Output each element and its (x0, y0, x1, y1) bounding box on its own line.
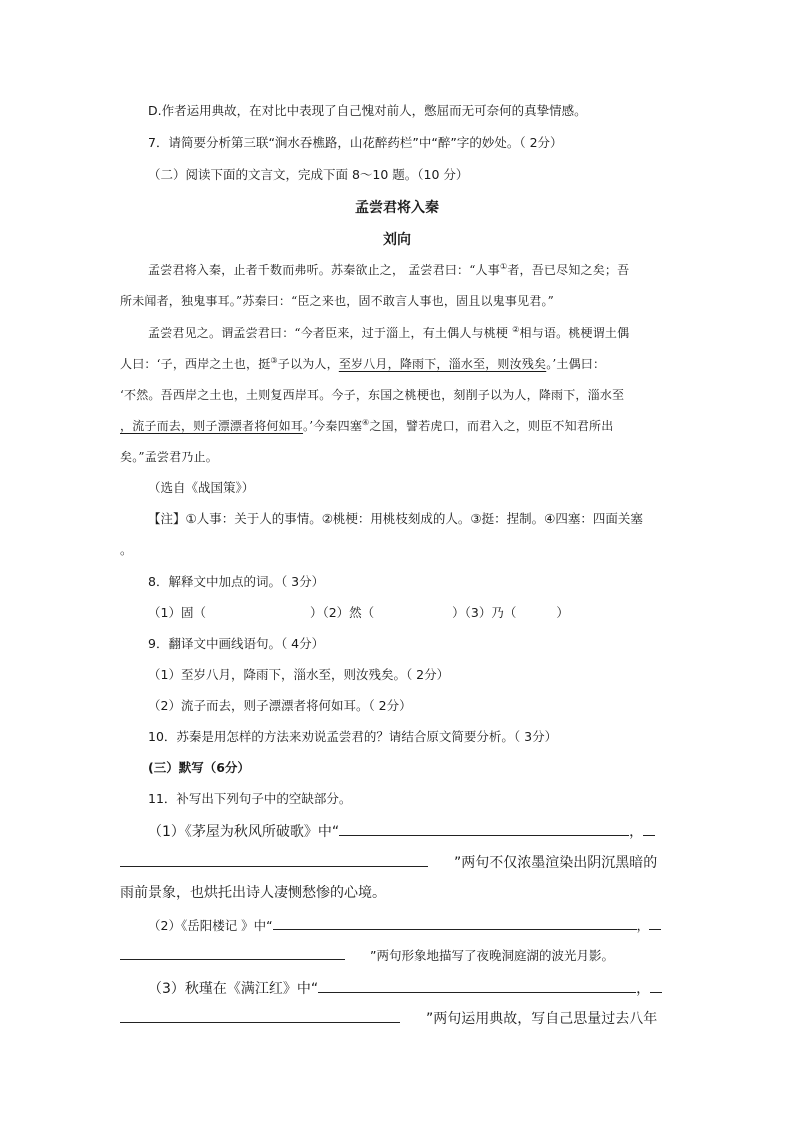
q8-item-1: （1）固（ (148, 605, 206, 620)
passage-p1-line2: 所未闻者，独鬼事耳。”苏秦曰：“臣之来也，固不敢言人事也，固且以鬼事见君。” (120, 294, 555, 308)
q11-item3-suffix: ”两句运用典故，写自己思量过去八年 (426, 1011, 658, 1027)
q8-item-4: ） (556, 605, 569, 620)
question-7: 7．请简要分析第三联“涧水吞樵路，山花醉药栏”中“醉”字的妙处。（ 2分） (148, 135, 563, 150)
question-9: 9．翻译文中画线语句。（ 4分） (148, 636, 325, 651)
q11-item2-suffix: ”两句形象地描写了夜晚洞庭湖的波光月影。 (370, 948, 614, 963)
question-8: 8．解释文中加点的词。（ 3分） (148, 574, 325, 589)
passage-text: 。’土偶曰： (546, 357, 606, 371)
q11-item3-line1 (148, 978, 662, 999)
answer-blank[interactable] (650, 978, 662, 993)
answer-blank[interactable] (273, 915, 637, 930)
note-line2: 。 (120, 542, 133, 557)
passage-p2-line4 (120, 416, 613, 436)
answer-blank[interactable] (649, 915, 661, 930)
footnote-marker: ① (499, 262, 508, 271)
footnote-marker: ② (512, 325, 520, 334)
passage-source: （选自《战国策》） (148, 480, 255, 495)
passage-text: 子以为人， (277, 357, 339, 371)
underlined-sentence-2: ，流子而去，则子漂漂者将何如耳 (120, 419, 304, 433)
footnote-marker: ③ (270, 356, 278, 365)
q11-item1-prefix: （1）《茅屋为秋风所破歌》中“ (148, 824, 340, 840)
question-9-s1: （1）至岁八月，降雨下，淄水至，则汝残矣。（ 2分） (148, 667, 450, 682)
comma: ， (636, 981, 651, 997)
q11-item2-line2 (120, 945, 614, 966)
q11-item1-line2 (120, 852, 657, 873)
answer-blank[interactable] (339, 821, 629, 836)
question-8-blanks (148, 603, 569, 623)
q11-item1-line1 (148, 821, 655, 842)
note-line1: 【注】①人事：关于人的事情。②桃梗：用桃枝刻成的人。③挺：捏制。④四塞：四面关塞 (148, 511, 643, 526)
q11-item2-prefix: （2）《岳阳楼记 》中“ (148, 918, 273, 933)
q11-item1-suffix: ”两句不仅浓墨渲染出阴沉黑暗的 (454, 855, 658, 871)
footnote-marker: ④ (362, 418, 370, 427)
comma: ， (629, 824, 644, 840)
passage-p2-line1 (148, 323, 629, 343)
answer-blank[interactable] (120, 945, 345, 960)
q11-item2-line1 (148, 915, 661, 936)
question-10: 10．苏秦是用怎样的方法来劝说孟尝君的？请结合原文简要分析。（ 3分） (148, 729, 558, 744)
passage-p1-line1 (148, 260, 629, 280)
passage-text: 。’今秦四塞 (303, 419, 363, 433)
q11-item3-line2 (120, 1008, 657, 1029)
passage-p2-line2 (120, 354, 605, 374)
passage-author: 刘向 (383, 232, 411, 248)
answer-blank[interactable] (120, 1008, 400, 1023)
option-d: D.作者运用典故，在对比中表现了自己愧对前人，憋屈而无可奈何的真挚情感。 (148, 103, 587, 118)
q8-item-2: ）（2）然（ (309, 605, 375, 620)
answer-blank[interactable] (643, 821, 655, 836)
passage-text: 人曰：‘子，西岸之土也，挺 (120, 357, 271, 371)
passage-text: 之国，譬若虎口，而君入之，则臣不知君所出 (369, 419, 614, 433)
section-2-heading: （二）阅读下面的文言文，完成下面 8～10 题。（10 分） (148, 167, 469, 182)
question-11: 11．补写出下列句子中的空缺部分。 (148, 791, 352, 806)
section-3-heading: (三）默写（6分） (148, 760, 250, 775)
passage-text: 孟尝君将入秦，止者千数而弗听。苏秦欲止之， 孟尝君曰：“人事 (148, 263, 500, 277)
passage-text: 者，吾已尽知之矣；吾 (507, 263, 630, 277)
q11-item1-line3: 雨前景象，也烘托出诗人凄恻愁惨的心境。 (120, 885, 386, 901)
underlined-sentence-1: 至岁八月，降雨下，淄水至，则汝残矣 (338, 357, 547, 371)
q11-item3-prefix: （3）秋瑾在《满江红》中“ (148, 981, 319, 997)
answer-blank[interactable] (318, 978, 636, 993)
q8-item-3: ）（3）乃（ (452, 605, 517, 620)
answer-blank[interactable] (120, 852, 428, 867)
passage-text: 孟尝君见之。谓孟尝君曰：“今者臣来，过于淄上，有土偶人与桃梗 (148, 326, 513, 340)
passage-p2-line3: ‘不然。吾西岸之土也，土则复西岸耳。今子，东国之桃梗也，刻削子以为人，降雨下，淄水至 (120, 388, 625, 402)
comma: ， (636, 918, 650, 933)
passage-p2-line5: 矣。”孟尝君乃止。 (120, 450, 218, 464)
passage-text: 相与语。桃梗谓土偶 (519, 326, 630, 340)
question-9-s2: （2）流子而去，则子漂漂者将何如耳。（ 2分） (148, 698, 412, 713)
passage-title: 孟尝君将入秦 (355, 200, 439, 216)
